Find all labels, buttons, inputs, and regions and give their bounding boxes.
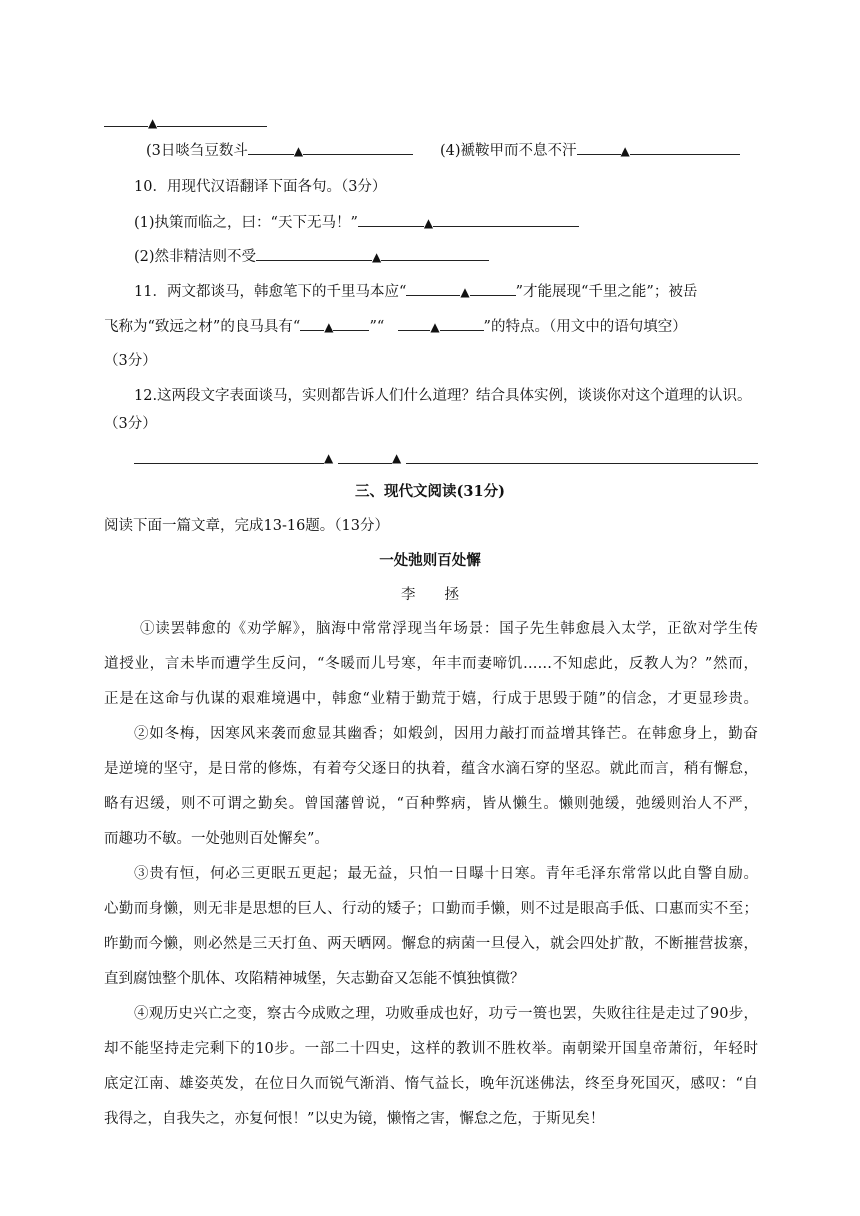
section-heading: 三、现代文阅读(31分) — [355, 483, 505, 500]
paragraph-2-line: 略有迟缓，则不可谓之勤矣。曾国藩曾说，“百种弊病，皆从懒生。懒则弛缓，弛缓则治人不严， — [104, 796, 758, 812]
answer-blank[interactable] — [406, 281, 460, 296]
paragraph-4-line: ④观历史兴亡之变，察古今成败之理，功败垂成也好，功亏一篑也罢，失败往往是走过了90步， — [134, 1006, 758, 1022]
q11-part-2: ”才能展现“千里之能”；被岳 — [515, 284, 698, 300]
q11-part-3: 飞称为“致远之材”的良马具有“ — [104, 319, 301, 335]
answer-blank[interactable] — [358, 212, 424, 227]
q10-sentence-1-text: (1)执策而临之，曰：“天下无马！” — [134, 215, 358, 231]
triangle-mark-icon: ▲ — [372, 250, 382, 264]
q9-item-4-text: (4)褫鞍甲而不息不汗 — [440, 143, 577, 159]
answer-line[interactable] — [134, 463, 324, 464]
answer-line[interactable] — [338, 463, 392, 464]
q11-points: （3分） — [104, 353, 157, 369]
triangle-mark-icon: ▲ — [460, 285, 470, 299]
q12-line-1: 12.这两段文字表面谈马，实则都告诉人们什么道理？结合具体实例，谈谈你对这个道理的认识。 — [134, 388, 752, 404]
paragraph-1-line: 正是在这命与仇谋的艰难境遇中，韩愈“业精于勤荒于嬉，行成于思毁于随”的信念，才更显珍贵。 — [104, 691, 758, 707]
answer-blank[interactable] — [433, 212, 579, 227]
article-author: 李 拯 — [401, 587, 459, 603]
triangle-mark-icon: ▲ — [430, 320, 440, 334]
triangle-mark-icon: ▲ — [392, 451, 402, 465]
paragraph-2-line: 而趣功不敏。一处弛则百处懈矣”。 — [104, 831, 329, 847]
paragraph-1-line: 道授业，言未毕而遭学生反问，“冬暖而儿号寒，年丰而妻啼饥……不知虑此，反教人为？”然而， — [104, 656, 758, 672]
q11-part-5: ”的特点。（用文中的语句填空） — [483, 319, 687, 335]
triangle-mark-icon: ▲ — [293, 144, 304, 158]
answer-blank[interactable] — [248, 140, 294, 155]
answer-blank[interactable] — [157, 112, 267, 127]
answer-blank[interactable] — [256, 246, 372, 261]
answer-blank[interactable] — [303, 140, 413, 155]
q11-part-1: 11．两文都谈马，韩愈笔下的千里马本应“ — [134, 284, 407, 300]
answer-blank[interactable] — [381, 246, 489, 261]
paragraph-4-line: 底定江南、雄姿英发，在位日久而锐气渐消、惰气益长，晚年沉迷佛法，终至身死国灭，感叹：“自 — [104, 1076, 758, 1092]
paragraph-1-line: ①读罢韩愈的《劝学解》，脑海中常常浮现当年场景：国子先生韩愈晨入太学，正欲对学生传 — [140, 621, 758, 637]
paragraph-4-line: 却不能坚持走完剩下的10步。一部二十四史，这样的教训不胜枚举。南朝梁开国皇帝萧衍，年轻时 — [104, 1041, 758, 1057]
triangle-mark-icon: ▲ — [423, 216, 434, 230]
q10-sentence-2-text: (2)然非精洁则不受 — [134, 249, 257, 265]
paragraph-3-line: 心勤而身懒，则无非是思想的巨人、行动的矮子；口勤而手懒，则不过是眼高手低、口惠而实不至； — [104, 901, 758, 917]
q10-sentence-1 — [134, 212, 579, 233]
section-intro: 阅读下面一篇文章，完成13-16题。（13分） — [104, 518, 389, 534]
answer-blank[interactable] — [440, 316, 484, 331]
q10-stem: 10．用现代汉语翻译下面各句。（3分） — [134, 179, 387, 195]
paragraph-3-line: ③贵有恒，何必三更眠五更起；最无益，只怕一日曝十日寒。青年毛泽东常常以此自警自励。 — [134, 866, 758, 882]
q11-line-2 — [104, 316, 687, 337]
paragraph-2-line: ②如冬梅，因寒风来袭而愈显其幽香；如煅剑，因用力敲打而益增其锋芒。在韩愈身上，勤奋 — [134, 726, 758, 742]
answer-blank[interactable] — [104, 112, 148, 127]
triangle-mark-icon: ▲ — [148, 116, 158, 130]
paragraph-4-line: 我得之，自我失之，亦复何恨！”以史为镜，懒惰之害，懈怠之危，于斯见矣！ — [104, 1111, 605, 1127]
q11-part-4: ”“ — [369, 319, 385, 335]
paragraph-3-line: 昨勤而今懒，则必然是三天打鱼、两天晒网。懈怠的病菌一旦侵入，就会四处扩散，不断摧营拔寨， — [104, 936, 758, 952]
q11-line-1 — [134, 281, 697, 302]
paragraph-3-line: 直到腐蚀整个肌体、攻陷精神城堡，矢志勤奋又怎能不慎独慎微？ — [104, 971, 525, 987]
answer-line[interactable] — [406, 463, 758, 464]
q12-points: （3分） — [104, 416, 157, 432]
answer-blank[interactable] — [398, 316, 430, 331]
triangle-mark-icon: ▲ — [324, 320, 334, 334]
q10-sentence-2 — [134, 246, 489, 267]
answer-blank[interactable] — [577, 140, 621, 155]
answer-blank[interactable] — [333, 316, 369, 331]
q9-item-3-text: (3日啖刍豆数斗 — [146, 143, 248, 159]
answer-blank[interactable] — [470, 281, 516, 296]
q9-item-3 — [146, 140, 413, 161]
article-title: 一处弛则百处懈 — [379, 552, 481, 569]
triangle-mark-icon: ▲ — [620, 144, 630, 158]
q9-item-4 — [440, 140, 740, 161]
triangle-mark-icon: ▲ — [324, 451, 334, 465]
paragraph-2-line: 是逆境的坚守，是日常的修炼，有着夸父逐日的执着，蕴含水滴石穿的坚忍。就此而言，稍有懈怠， — [104, 761, 758, 777]
answer-blank[interactable] — [300, 316, 324, 331]
q9-continued-answer-line — [104, 112, 267, 133]
answer-blank[interactable] — [630, 140, 740, 155]
